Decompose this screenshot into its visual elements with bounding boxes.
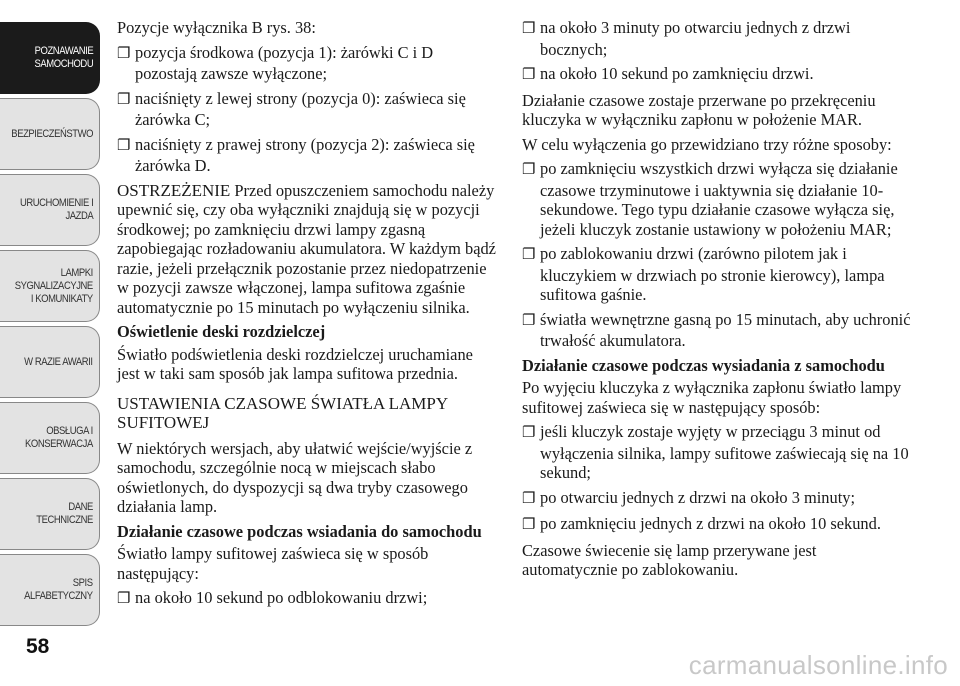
checkbox-bullet-icon: ❐ [117,91,131,108]
list-item: ❐ światła wewnętrzne gasną po 15 minutach, aby uchronić trwałość akumulatora. [522,309,911,350]
checkbox-bullet-icon: ❐ [522,21,536,37]
tab-spis-alfabetyczny[interactable] [0,554,100,626]
list-item: ❐ po otwarciu jednych z drzwi na około 3 minuty; [522,488,914,510]
intro-text: Pozycje wyłącznika B rys. 38: [117,18,316,37]
list-item: ❐ na około 10 sekund po odblokowaniu drzwi; [117,588,497,610]
tab-w-razie-awarii[interactable] [0,326,100,398]
checkbox-bullet-icon: ❐ [117,137,131,154]
subheading-entering: Działanie czasowe podczas wsiadania do samochodu [117,521,482,541]
tab-lampki-sygnalizacyjne[interactable] [0,250,100,322]
checkbox-bullet-icon: ❐ [117,45,131,62]
subheading-exiting: Działanie czasowe podczas wysiadania z samochodu [522,355,885,375]
tab-label: URUCHOMIENIE I JAZDA [19,197,93,222]
right-column [522,18,914,585]
warning-heading: OSTRZEŻENIE [117,180,231,200]
tab-label: W RAZIE AWARII [24,355,93,368]
paragraph: W celu wyłączenia go przewidziano trzy różne sposoby: [522,134,892,154]
tab-label: POZNAWANIE SAMOCHODU [34,45,93,70]
tab-label: DANE TECHNICZNE [36,501,93,526]
paragraph: W niektórych wersjach, aby ułatwić wejście/wyjście z samochodu, szczególnie nocą w miejscach słabo oświetlonych, do dyspozycji są dwa tryby czasowego działania lamp. [117,438,473,516]
checkbox-bullet-icon: ❐ [522,247,536,263]
paragraph: Działanie czasowe zostaje przerwane po przekręceniu kluczyka w wyłączniku zapłonu w położenie MAR. [522,90,876,129]
list-item: ❐ jeśli kluczyk zostaje wyjęty w przeciągu 3 minut od wyłączenia silnika, lampy sufitowe zaświecają się na 10 sekund; [522,422,909,482]
tab-dane-techniczne[interactable] [0,478,100,550]
checkbox-bullet-icon: ❐ [522,162,536,178]
tab-label: OBSŁUGA I KONSERWACJA [25,425,93,450]
list-item: ❐ naciśnięty z lewej strony (pozycja 0): zaświeca się żarówka C; [117,88,466,129]
warning-note [117,181,497,318]
tab-bezpieczenstwo[interactable] [0,98,100,170]
page-number: 58 [26,635,50,658]
tab-label: BEZPIECZEŃSTWO [11,127,93,140]
tab-label: LAMPKI SYGNALIZACYJNE I KOMUNIKATY [14,266,93,305]
section-title: USTAWIENIA CZASOWE ŚWIATŁA LAMPY SUFITOWEJ [117,393,448,432]
checkbox-bullet-icon: ❐ [522,517,536,533]
tab-uruchomienie-i-jazda[interactable] [0,174,100,246]
paragraph: Czasowe świecenie się lamp przerywane jest automatycznie po zablokowaniu. [522,540,817,579]
warning-body: Przed opuszczeniem samochodu należy upewnić się, czy oba wyłączniki znajdują się w pozycji środkowej; po zamknięciu drzwi lampy zgasną zapobiegając rozładowaniu akumulatora. W każdym bądź razie, jeżeli przełącznik pozostanie przez niedopatrzenie w pozycji zawsze włączonej, lampa sufitowa zgaśnie automatycznie po 15 minutach po wyłączeniu silnika. [117,180,496,317]
list-item: ❐ pozycja środkowa (pozycja 1): żarówki C i D pozostają zawsze wyłączone; [117,42,434,83]
tab-obsluga-i-konserwacja[interactable] [0,402,100,474]
tab-label: SPIS ALFABETYCZNY [24,577,93,602]
checkbox-bullet-icon: ❐ [522,490,536,507]
list-item: ❐ na około 3 minuty po otwarciu jednych z drzwi bocznych; [522,18,851,59]
paragraph: Światło podświetlenia deski rozdzielczej uruchamiane jest w taki sam sposób jak lampa sufitowa przednia. [117,344,473,383]
paragraph: Światło lampy sufitowej zaświeca się w sposób następujący: [117,544,429,583]
checkbox-bullet-icon: ❐ [522,67,536,83]
watermark: carmanualsonline.info [688,650,948,680]
list-item: ❐ naciśnięty z prawej strony (pozycja 2): zaświeca się żarówka D. [117,134,475,175]
tab-poznawanie-samochodu[interactable] [0,22,100,94]
list-item: ❐ na około 10 sekund po zamknięciu drzwi. [522,64,914,86]
left-column [117,18,497,615]
list-item: ❐ po zamknięciu wszystkich drzwi wyłącza się działanie czasowe trzyminutowe i uaktywnia się działanie 10-sekundowe. Tego typu działanie czasowe wyłącza się, jeżeli kluczyk zostanie ustawiony w położeniu MAR; [522,159,898,239]
paragraph: Po wyjęciu kluczyka z wyłącznika zapłonu światło lampy sufitowej zaświeca się w następujący sposób: [522,378,902,417]
checkbox-bullet-icon: ❐ [117,591,131,607]
list-item: ❐ po zamknięciu jednych z drzwi na około 10 sekund. [522,514,914,536]
subheading-dashboard-lighting: Oświetlenie deski rozdzielczej [117,322,326,341]
list-item: ❐ po zablokowaniu drzwi (zarówno pilotem jak i kluczykiem w drzwiach po stronie kierowcy), lampa sufitowa gaśnie. [522,244,885,304]
checkbox-bullet-icon: ❐ [522,312,536,329]
checkbox-bullet-icon: ❐ [522,425,536,441]
